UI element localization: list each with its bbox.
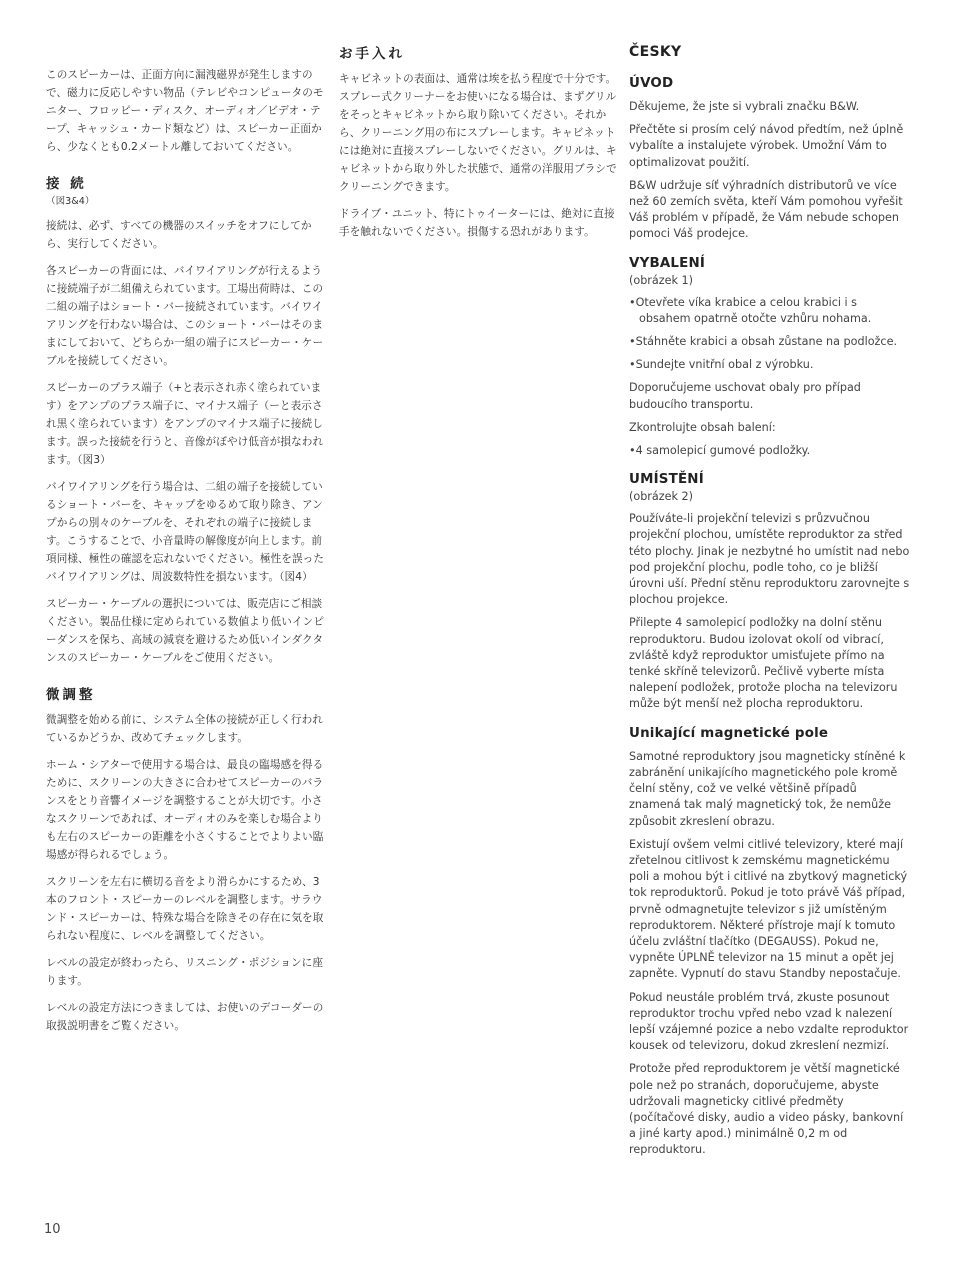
heading-care-jp: お手入れ <box>339 46 405 62</box>
paragraph: スピーカー・ケーブルの選択については、販売店にご相談ください。製品仕様に定められている数値より低いインピーダンスを保ち、高域の減衰を避けるため低いインダクタンスのスピーカー・ケーブルをご使用ください。 <box>46 598 325 664</box>
subtitle-connection-jp: （図3&4） <box>46 196 95 207</box>
heading-intro-cz: ÚVOD <box>629 76 674 91</box>
column-czech <box>629 43 911 1166</box>
section-adjustment-jp <box>46 685 326 1035</box>
paragraph: Děkujeme, že jste si vybrali značku B&W. <box>629 100 860 113</box>
paragraph: B&W udržuje síť výhradních distributorů ve více než 60 zemích světa, kteří Vám pomohou vyřešit Váš problém v případě, že Vám nebude schopen pomoci Váš prodejce. <box>629 178 903 241</box>
list-item: •Sundejte vnitřní obal z výrobku. <box>629 358 814 372</box>
paragraph: ホーム・シアターで使用する場合は、最良の臨場感を得るために、スクリーンの大きさに合わせてスピーカーのバランスをとり音響イメージを調整することが大切です。小さなスクリーンであれば、オーディオのみを楽しむ場合よりも左右のスピーカーの距離を小さくすることでよりよい臨場感が得られるでしょう。 <box>46 759 324 861</box>
paragraph: バイワイアリングを行う場合は、二組の端子を接続しているショート・バーを、キャップをゆるめて取り除き、アンプからの別々のケーブルを、それぞれの端子に接続します。こうすることで、小音量時の解像度が向上します。前項同様、極性の確認を忘れないでください。極性を誤ったバイワイアリングは、周波数特性を損ないます。（図4） <box>46 481 325 583</box>
paragraph: ドライブ・ユニット、特にトゥイーターには、絶対に直接手を触れないでください。損傷する恐れがあります。 <box>339 208 615 238</box>
paragraph: Samotné reproduktory jsou magneticky stíněné k zabránění unikajícího magnetického pole kromě čelní stěny, což ve velké většině případů znamená tak malý magnetický tok, že nemůže způsobit zkreslení obrazu. <box>629 749 906 828</box>
paragraph: Pokud neustále problém trvá, zkuste posunout reproduktor trochu vpřed nebo vzad k nalezení lepší vzájemné pozice a nebo vzdalte reproduktor kousek od televizoru, dokud zkreslení nezmizí. <box>629 990 909 1053</box>
subtitle-placement-cz: (obrázek 2) <box>629 490 694 504</box>
column-japanese-left <box>46 66 326 1044</box>
paragraph: Existují ovšem velmi citlivé televizory, které mají zřetelnou citlivost k zemskému magnetickému poli a mohou být i citlivé na zbytkový magnetický tok reproduktorů. Pokud je toto právě Váš případ, prvně odmagnetujte televizor s již umístěným reproduktorem. Některé přístroje mají k tomuto účelu zvláštní tlačítko (DEGAUSS). Pokud ne, vypněte ÚPLNĚ televizor na 15 minut a opět jej zapněte. Vypnutí do stavu Standby nepostačuje. <box>629 837 908 981</box>
paragraph: レベルの設定方法につきましては、お使いのデコーダーの取扱説明書をご覧ください。 <box>46 1002 324 1032</box>
subtitle-unpacking-cz: (obrázek 1) <box>629 273 694 287</box>
section-placement-cz <box>629 471 911 712</box>
paragraph: スクリーンを左右に横切る音をより滑らかにするため、3本のフロント・スピーカーのレベルを調整します。サラウンド・スピーカーは、特殊な場合を除きその存在に気を取られない程度に、レベルを調整してください。 <box>46 876 324 942</box>
heading-connection-jp: 接 続 <box>46 176 87 192</box>
paragraph: Protože před reproduktorem je větší magnetické pole než po stranách, doporučujeme, abyste udržovali magneticky citlivé předměty (počítačové disky, audio a video pásky, bankovní a jiné karty apod.) minimálně 0,2 m od reproduktoru. <box>629 1062 904 1157</box>
magnetic-intro-jp: このスピーカーは、正面方向に漏洩磁界が発生しますので、磁力に反応しやすい物品（テレビやコンピュータのモニター、フロッピー・ディスク、オーディオ／ビデオ・テープ、キャッシュ・カード類など）は、スピーカー正面から、少なくとも0.2メートル離しておいてください。 <box>46 69 324 153</box>
heading-magnetic-cz: Unikající magnetické pole <box>629 725 829 741</box>
paragraph: キャビネットの表面は、通常は埃を払う程度で十分です。スプレー式クリーナーをお使いになる場合は、まずグリルをそっとキャビネットから取り除いてください。それから、クリーニング用の布にスプレーします。キャビネットには絶対に直接スプレーしないでください。グリルは、キャビネットから取り外した状態で、通常の洋服用ブラシでクリーニングできます。 <box>339 73 617 193</box>
paragraph: Používáte-li projekční televizi s průzvučnou projekční plochou, umístěte reproduktor za střed této plochy. Jinak je nezbytné ho umístit nad nebo pod projekční plochu, podle toho, co je bližší úrovni uší. Přední stěnu reproduktoru zarovnejte s plochou projekce. <box>629 512 910 607</box>
page-number: 10 <box>44 1222 61 1237</box>
column-japanese-middle <box>339 44 619 250</box>
paragraph: Zkontrolujte obsah balení: <box>629 420 776 434</box>
paragraph: 各スピーカーの背面には、バイワイアリングが行えるように接続端子が二組備えられています。工場出荷時は、この二組の端子はショート・バー接続されています。バイワイアリングを行わない場合は、このショート・バーはそのままにしておいて、どちらか一組の端子にスピーカー・ケーブルを接続してください。 <box>46 265 324 367</box>
section-connection-jp <box>46 174 326 667</box>
paragraph: 微調整を始める前に、システム全体の接続が正しく行われているかどうか、改めてチェックします。 <box>46 714 323 744</box>
list-item: •Otevřete víka krabice a celou krabici i s obsahem opatrně otočte vzhůru nohama. <box>629 295 872 325</box>
list-item: •Stáhněte krabici a obsah zůstane na podložce. <box>629 335 898 349</box>
paragraph: Přečtěte si prosím celý návod předtím, než úplně vybalíte a instalujete výrobek. Umožní Vám to optimalizovat použití. <box>629 123 904 169</box>
section-unpacking-cz <box>629 255 911 460</box>
heading-placement-cz: UMÍSTĚNÍ <box>629 472 704 488</box>
language-heading: ČESKY <box>629 44 682 60</box>
paragraph: スピーカーのプラス端子（+と表示され赤く塗られています）をアンプのプラス端子に、マイナス端子（ーと表示され黒く塗られています）をアンプのマイナス端子に接続します。誤った接続を行うと、音像がぼやけ低音が損なわれます。（図3） <box>46 382 324 466</box>
list-item: •4 samolepicí gumové podložky. <box>629 444 811 458</box>
paragraph: Přilepte 4 samolepicí podložky na dolní stěnu reproduktoru. Budou izolovat okolí od vibrací, zvláště když reproduktor umisťujete přímo na tenké skříně televizorů. Pečlivě vyberte místa nalepení podložek, protože plocha na televizoru může být menší než plocha reproduktoru. <box>629 616 898 711</box>
paragraph: Doporučujeme uschovat obaly pro případ budoucího transportu. <box>629 381 861 411</box>
heading-adjustment-jp: 微調整 <box>46 687 96 703</box>
paragraph: 接続は、必ず、すべての機器のスイッチをオフにしてから、実行してください。 <box>46 220 312 250</box>
heading-unpacking-cz: VYBALENÍ <box>629 255 706 271</box>
paragraph: レベルの設定が終わったら、リスニング・ポジションに座ります。 <box>46 957 324 987</box>
